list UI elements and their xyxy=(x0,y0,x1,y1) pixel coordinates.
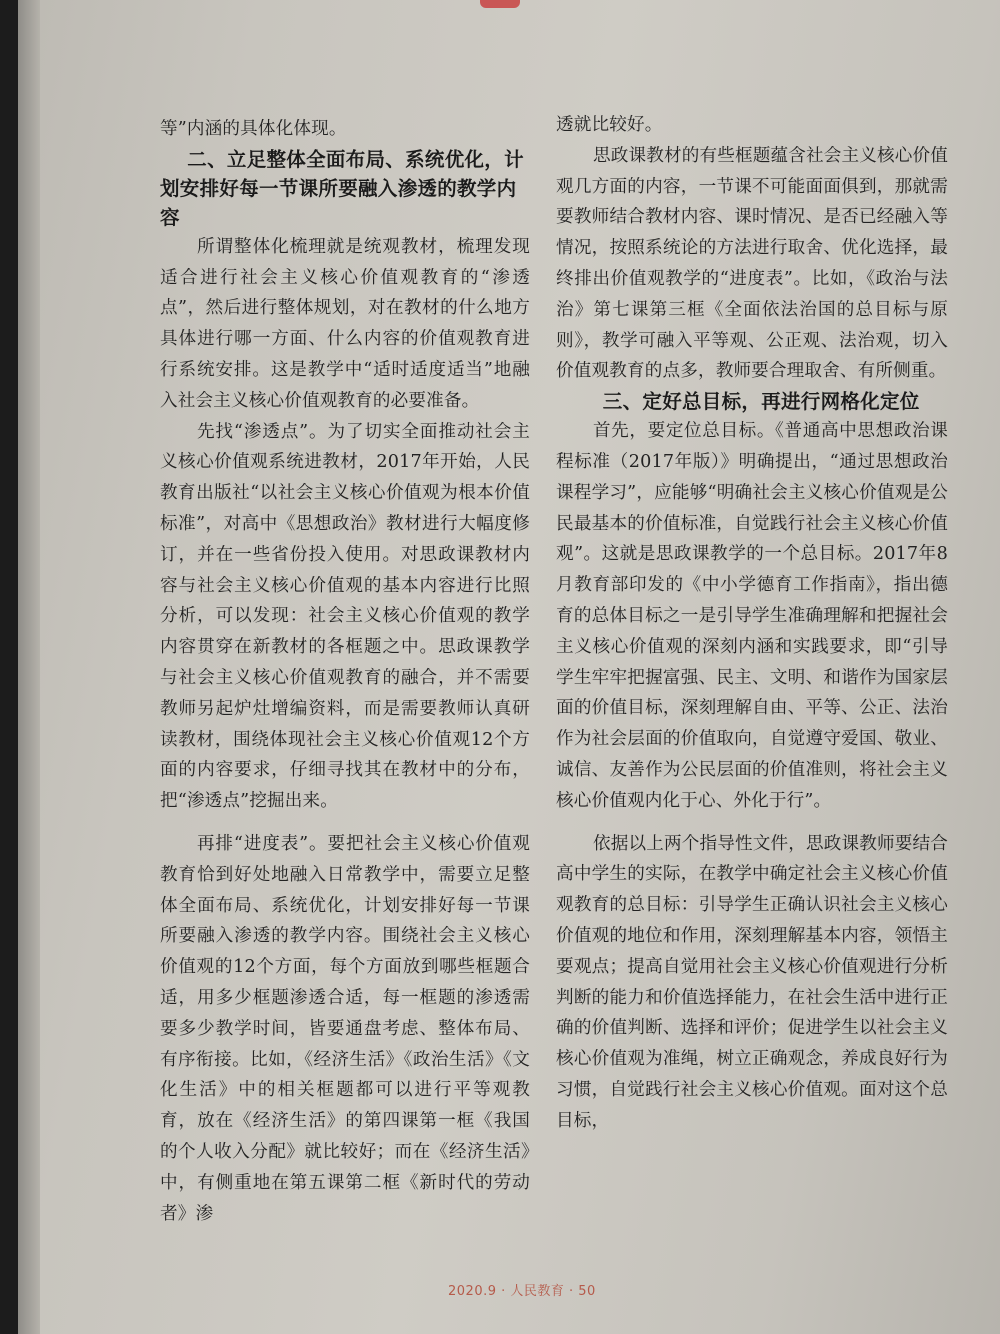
right-paragraph-3: 依据以上两个指导性文件，思政课教师要结合高中学生的实际，在教学中确定社会主义核心价值观教育的总目标：引导学生正确认识社会主义核心价值观的地位和作用，深刻理解基本内容，领悟主要观点；提高自觉用社会主义核心价值观进行分析判断的能力和价值选择能力，在社会生活中进行正确的价值判断、选择和评价；促进学生以社会主义核心价值观为准绳，树立正确观念，养成良好行为习惯，自觉践行社会主义核心价值观。面对这个总目标， xyxy=(556,833,948,1131)
left-paragraph-2: 先找“渗透点”。为了切实全面推动社会主义核心价值观系统进教材，2017年开始，人民教育出版社“以社会主义核心价值观为根本价值标准”，对高中《思想政治》教材进行大幅度修订，并在一些省份投入使用。对思政课教材内容与社会主义核心价值观的基本内容进行比照分析，可以发现：社会主义核心价值观的教学内容贯穿在新教材的各框题之中。思政课教学与社会主义核心价值观教育的融合，并不需要教师另起炉灶增编资料，而是需要教师认真研读教材，围绕体现社会主义核心价值观12个方面的内容要求，仔细寻找其在教材中的分布，把“渗透点”挖掘出来。 xyxy=(160,421,530,812)
left-continued-paragraph: 等”内涵的具体化体现。 xyxy=(160,119,347,139)
left-paragraph-3: 再排“进度表”。要把社会主义核心价值观教育恰到好处地融入日常教学中，需要立足整体全面布局、系统优化，计划安排好每一节课所要融入渗透的教学内容。围绕社会主义核心价值观的12个方面，每个方面放到哪些框题合适，用多少框题渗透合适，每一框题的渗透需要多少教学时间，皆要通盘考虑、整体布局、有序衔接。比如，《经济生活》《政治生活》《文化生活》中的相关框题都可以进行平等观教育，放在《经济生活》的第四课第一框《我国的个人收入分配》就比较好；而在《经济生活》中，有侧重地在第五课第二框《新时代的劳动者》渗 xyxy=(160,833,530,1224)
right-column xyxy=(556,110,948,1137)
top-red-marker xyxy=(480,0,520,8)
page-footer: 2020.9 · 人民教育 · 50 xyxy=(448,1284,596,1299)
right-continued-paragraph: 透就比较好。 xyxy=(556,115,663,135)
left-column xyxy=(160,114,530,1229)
left-paragraph-1: 所谓整体化梳理就是统观教材，梳理发现适合进行社会主义核心价值观教育的“渗透点”，然后进行整体规划，对在教材的什么地方具体进行哪一方面、什么内容的价值观教育进行系统安排。这是教学中“适时适度适当”地融入社会主义核心价值观教育的必要准备。 xyxy=(160,236,530,411)
right-paragraph-2: 首先，要定位总目标。《普通高中思想政治课程标准（2017年版）》明确提出，“通过思想政治课程学习”，应能够“明确社会主义核心价值观是公民最基本的价值标准，自觉践行社会主义核心价值观”。这就是思政课教学的一个总目标。2017年8月教育部印发的《中小学德育工作指南》，指出德育的总体目标之一是引导学生准确理解和把握社会主义核心价值观的深刻内涵和实践要求，即“引导学生牢牢把握富强、民主、文明、和谐作为国家层面的价值目标，深刻理解自由、平等、公正、法治作为社会层面的价值取向，自觉遵守爱国、敬业、诚信、友善作为公民层面的价值准则，将社会主义核心价值观内化于心、外化于行”。 xyxy=(556,421,948,811)
page-edge-shadow xyxy=(18,0,40,1334)
section-three-heading: 三、定好总目标，再进行网格化定位 xyxy=(602,390,920,414)
right-paragraph-1: 思政课教材的有些框题蕴含社会主义核心价值观几方面的内容，一节课不可能面面俱到，那就需要教师结合教材内容、课时情况、是否已经融入等情况，按照系统论的方法进行取舍、优化选择，最终排出价值观教学的“进度表”。比如，《政治与法治》第七课第三框《全面依法治国的总目标与原则》，教学可融入平等观、公正观、法治观，切入价值观教育的点多，教师要合理取舍、有所侧重。 xyxy=(556,145,948,382)
magazine-page xyxy=(18,0,1000,1334)
section-two-heading: 二、立足整体全面布局、系统优化，计划安排好每一节课所要融入渗透的教学内容 xyxy=(160,147,524,229)
